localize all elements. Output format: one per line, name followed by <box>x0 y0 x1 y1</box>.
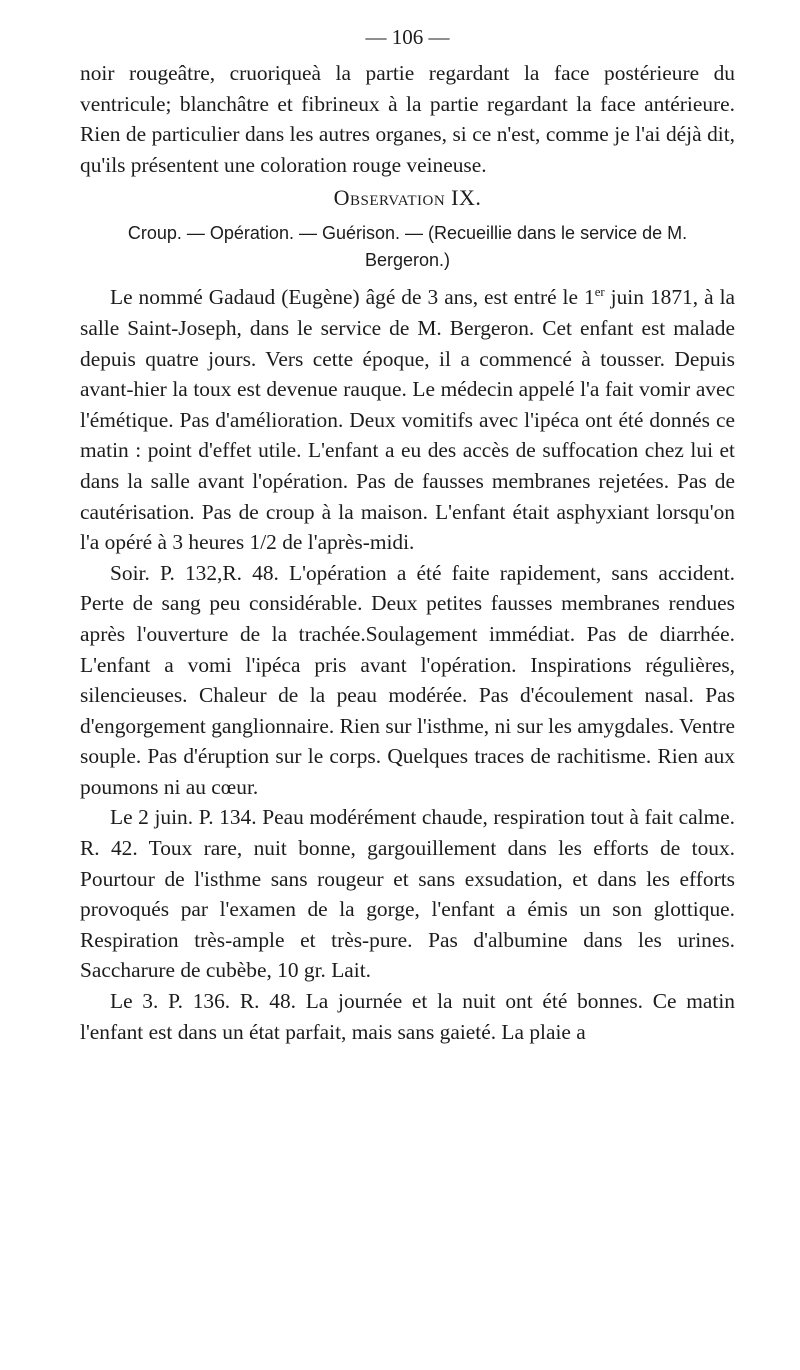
document-page <box>80 22 735 1047</box>
admission-text-start: Le nommé Gadaud (Eugène) âgé de 3 ans, est entré le 1 <box>110 285 595 310</box>
paragraph-autopsy-end: noir rougeâtre, cruoriqueà la partie regardant la face postérieure du ventricule; blanchâtre et fibrineux à la partie regardant la face antérieure. Rien de particulier dans les autres organes, si ce n'est, comme je l'ai déjà dit, qu'ils présentent une coloration rouge veineuse. <box>80 61 735 177</box>
ordinal-superscript: er <box>594 285 605 300</box>
paragraph-june-2: Le 2 juin. P. 134. Peau modérément chaude, respiration tout à fait calme. R. 42. Toux rare, nuit bonne, gargouillement dans les efforts de toux. Pourtour de l'isthme sans rougeur et sans exsudation, et dans les efforts provoqués par l'examen de la gorge, l'enfant a émis un son glottique. Respiration très-ample et très-pure. Pas d'albumine dans les urines. Saccharure de cubèbe, 10 gr. Lait. <box>80 805 735 983</box>
observation-subtitle: Croup. — Opération. — Guérison. — (Recueillie dans le service de M. Bergeron.) <box>127 223 688 271</box>
observation-title: Observation IX. <box>333 185 482 211</box>
paragraph-admission <box>80 282 735 557</box>
admission-text-rest: juin 1871, à la salle Saint-Joseph, dans le service de M. Bergeron. Cet enfant est malade depuis quatre jours. Vers cette époque, il a commencé à tousser. Depuis avant-hier la toux est devenue rauque. Le médecin appelé l'a fait vomir avec l'émétique. Pas d'amélioration. Deux vomitifs avec l'ipéca ont été donnés ce matin : point d'effet utile. L'enfant a eu des accès de suffocation chez lui et dans la salle avant l'opération. Pas de fausses membranes rejetées. Pas de cautérisation. Pas de croup à la maison. L'enfant était asphyxiant lorsqu'on l'a opéré à 3 heures 1/2 de l'après-midi. <box>80 285 736 555</box>
paragraph-evening: Soir. P. 132,R. 48. L'opération a été faite rapidement, sans accident. Perte de sang peu considérable. Deux petites fausses membranes rendues après l'ouverture de la trachée.Soulagement immédiat. Pas de diarrhée. L'enfant a vomi l'ipéca pris avant l'opération. Inspirations régulières, silencieuses. Chaleur de la peau modérée. Pas d'écoulement nasal. Pas d'engorgement ganglionnaire. Rien sur l'isthme, ni sur les amygdales. Ventre souple. Pas d'éruption sur le corps. Quelques traces de rachitisme. Rien aux poumons ni au cœur. <box>80 560 735 799</box>
page-number: — 106 — <box>365 25 450 49</box>
paragraph-june-3: Le 3. P. 136. R. 48. La journée et la nuit ont été bonnes. Ce matin l'enfant est dans un état parfait, mais sans gaieté. La plaie a <box>80 989 735 1044</box>
